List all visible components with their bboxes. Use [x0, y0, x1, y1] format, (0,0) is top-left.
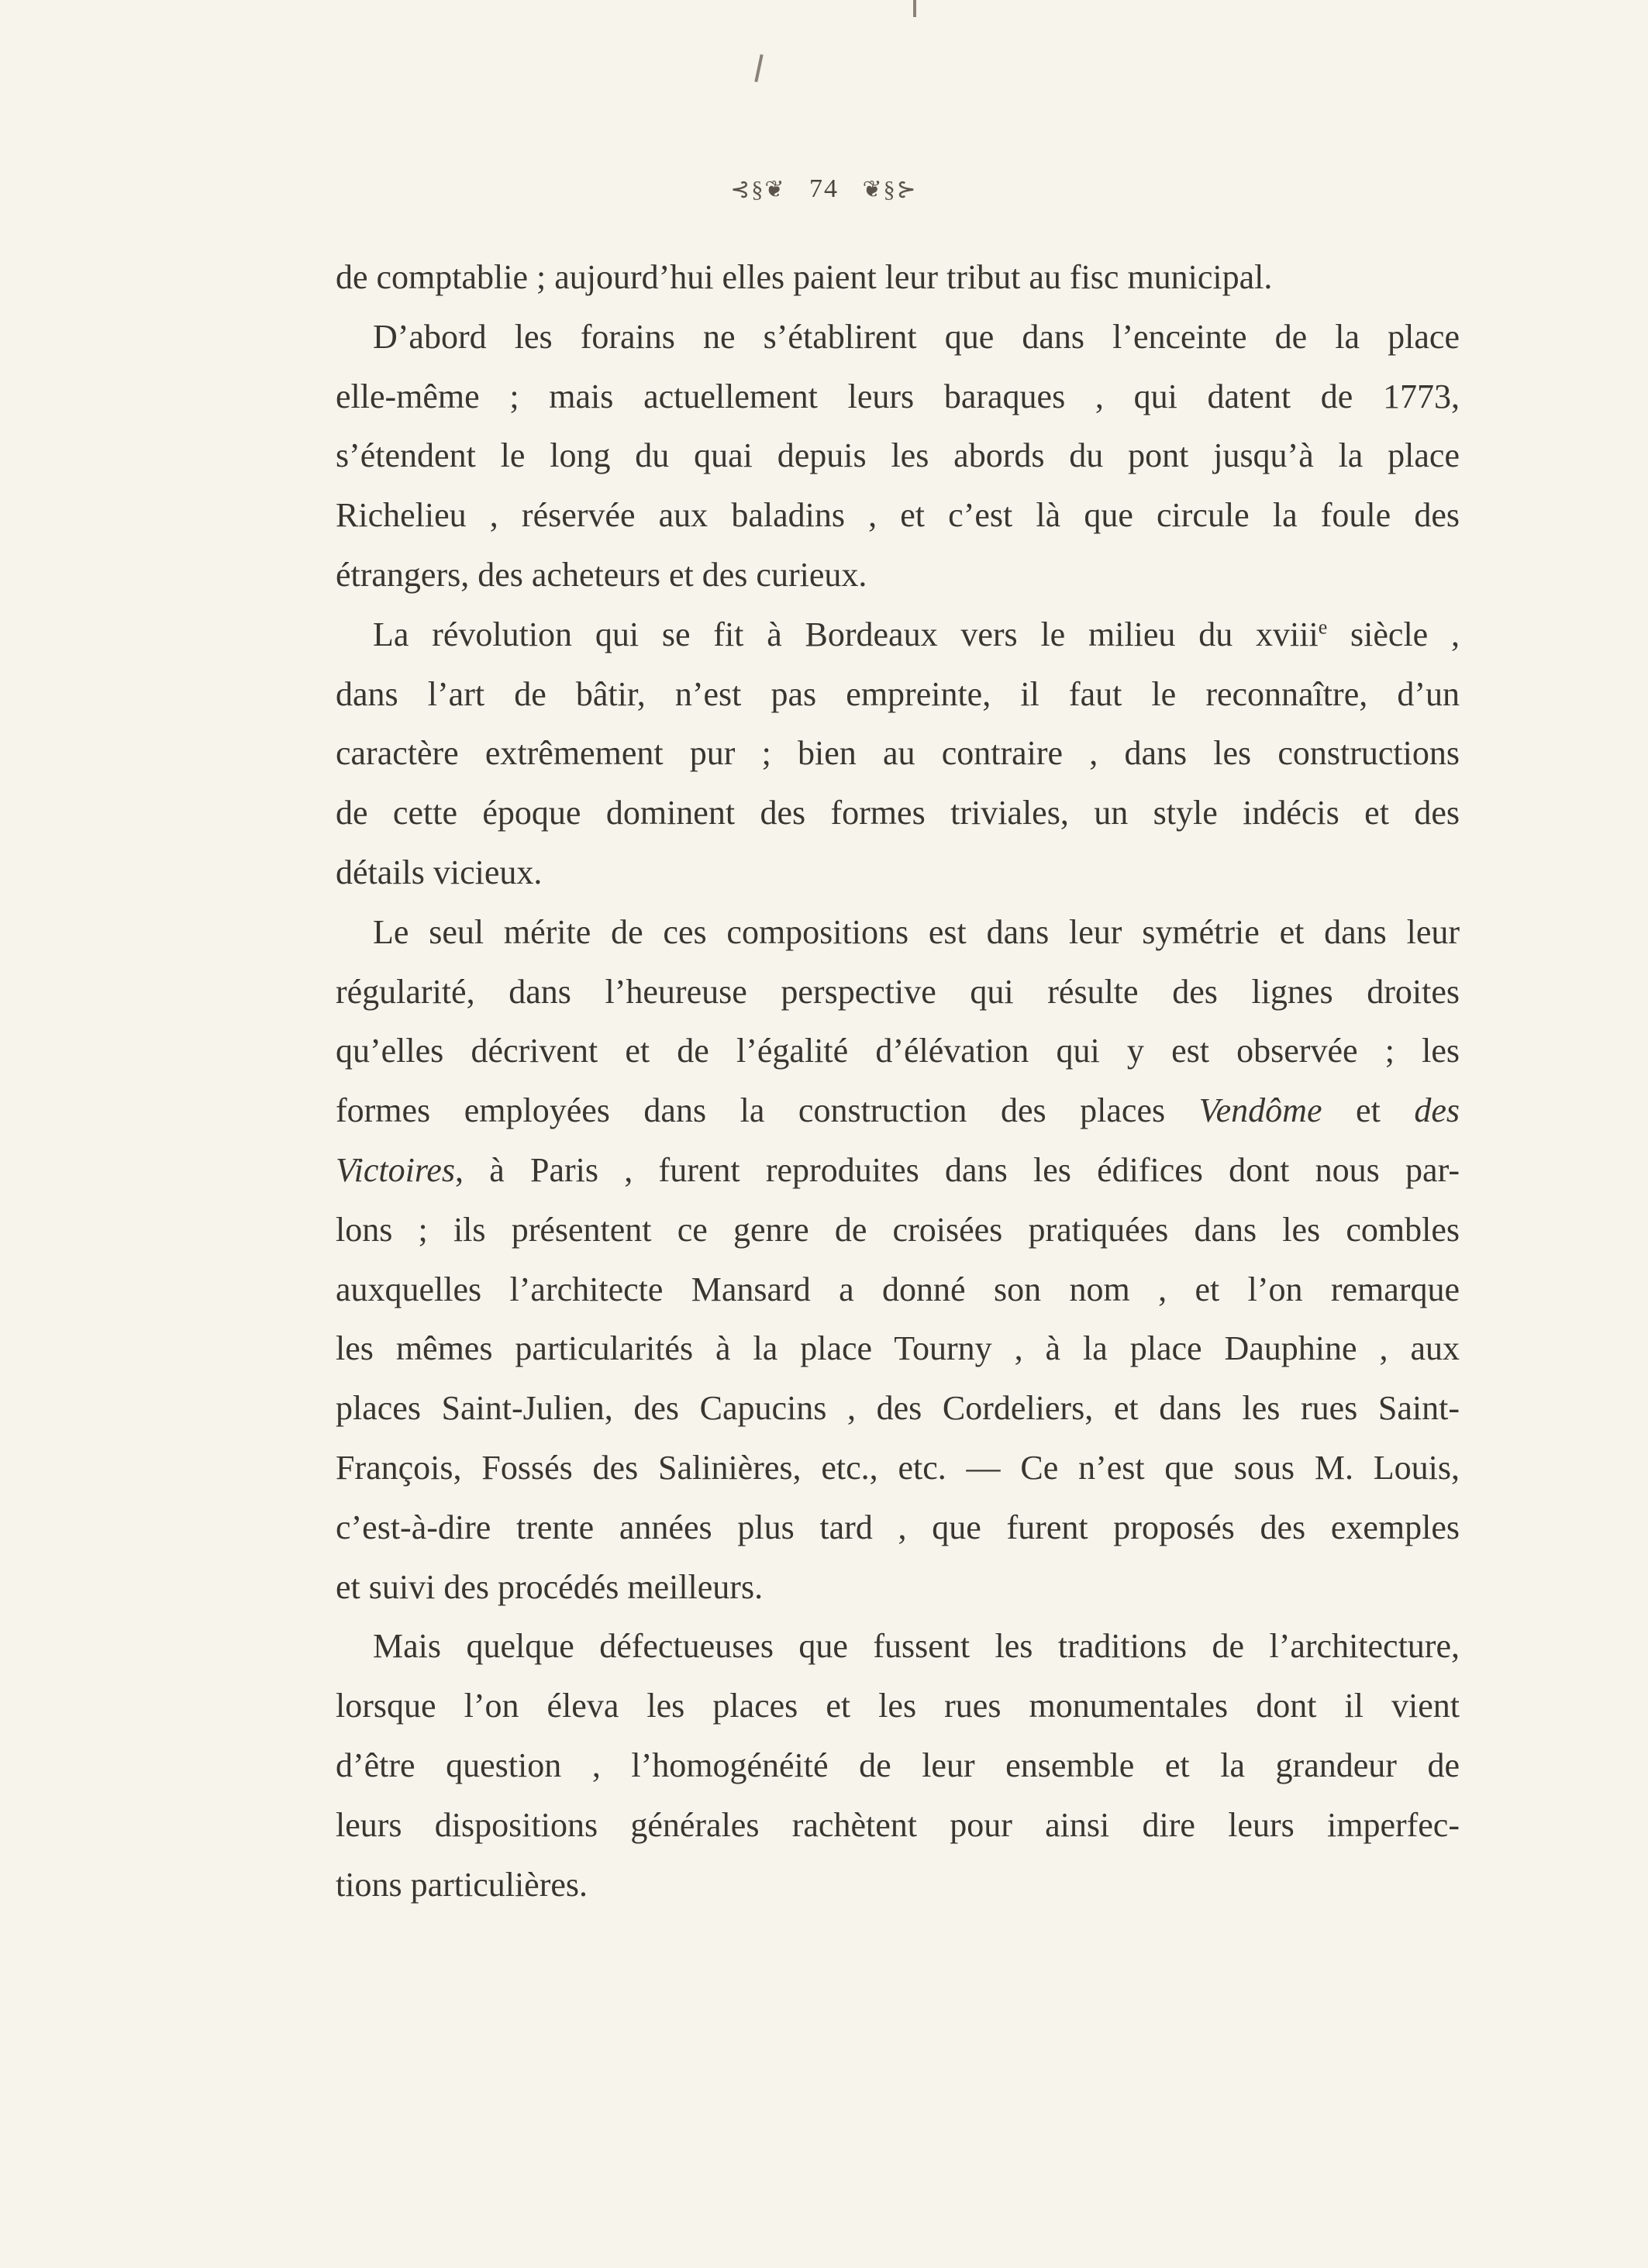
text-line: de cette époque dominent des formes triviales, un style indécis et des — [336, 794, 1460, 832]
text-line: de comptablie ; aujourd’hui elles paient leur tribut au fisc municipal. — [336, 258, 1273, 296]
text-line: qu’elles décrivent et de l’égalité d’élévation qui y est observée ; les — [336, 1032, 1460, 1070]
text-line: caractère extrêmement pur ; bien au contraire , dans les constructions — [336, 734, 1460, 773]
text-line: c’est-à-dire trente années plus tard , que furent proposés des exemples — [336, 1508, 1460, 1546]
text-line: Richelieu , réservée aux baladins , et c’est là que circule la foule des — [336, 496, 1460, 535]
body-text — [336, 248, 1460, 1915]
text-line: et suivi des procédés meilleurs. — [336, 1567, 764, 1606]
text-line: auxquelles l’architecte Mansard a donné son nom , et l’on remarque — [336, 1270, 1460, 1308]
text-line: Mais quelque défectueuses que fussent les traditions de l’architecture, — [373, 1627, 1460, 1666]
stray-mark — [754, 54, 763, 82]
text-line: leurs dispositions générales rachètent pour ainsi dire leurs imperfec- — [336, 1805, 1460, 1844]
page-number: 74 — [809, 174, 839, 203]
text-line: places Saint-Julien, des Capucins , des Cordeliers, et dans les rues Saint- — [336, 1389, 1460, 1428]
text-line: s’étendent le long du quai depuis les abords du pont jusqu’à la place — [336, 436, 1460, 475]
text-line: les mêmes particularités à la place Tourny , à la place Dauphine , aux — [336, 1329, 1460, 1368]
text-line: La révolution qui se fit à Bordeaux vers le milieu du xviii$^e$ siècle , — [373, 615, 1460, 653]
text-line: étrangers, des acheteurs et des curieux. — [336, 555, 867, 594]
text-line: elle-même ; mais actuellement leurs baraques , qui datent de 1773, — [336, 377, 1460, 415]
text-line: D’abord les forains ne s’établirent que dans l’enceinte de la place — [373, 317, 1460, 356]
text-line: tions particulières. — [336, 1865, 588, 1904]
page-header — [0, 174, 1648, 204]
text-line: d’être question , l’homogénéité de leur ensemble et la grandeur de — [336, 1746, 1460, 1784]
text-line: Le seul mérite de ces compositions est dans leur symétrie et dans leur — [373, 912, 1460, 951]
stray-mark — [913, 0, 916, 17]
text-line: François, Fossés des Salinières, etc., etc. — Ce n’est que sous M. Louis, — [336, 1448, 1460, 1487]
text-line: Victoires, à Paris , furent reproduites dans les édifices dont nous par- — [336, 1150, 1460, 1189]
text-line: détails vicieux. — [336, 853, 543, 891]
text-line: régularité, dans l’heureuse perspective qui résulte des lignes droites — [336, 972, 1460, 1011]
text-line: dans l’art de bâtir, n’est pas empreinte, il faut le reconnaître, d’un — [336, 674, 1460, 713]
right-ornament-icon: ❦§⊱ — [862, 177, 918, 202]
left-ornament-icon: ⊰§❦ — [730, 177, 786, 202]
text-line: lons ; ils présentent ce genre de croisées pratiquées dans les combles — [336, 1210, 1460, 1249]
text-line: formes employées dans la construction des places Vendôme et des — [336, 1091, 1460, 1130]
text-line: lorsque l’on éleva les places et les rues monumentales dont il vient — [336, 1687, 1460, 1725]
